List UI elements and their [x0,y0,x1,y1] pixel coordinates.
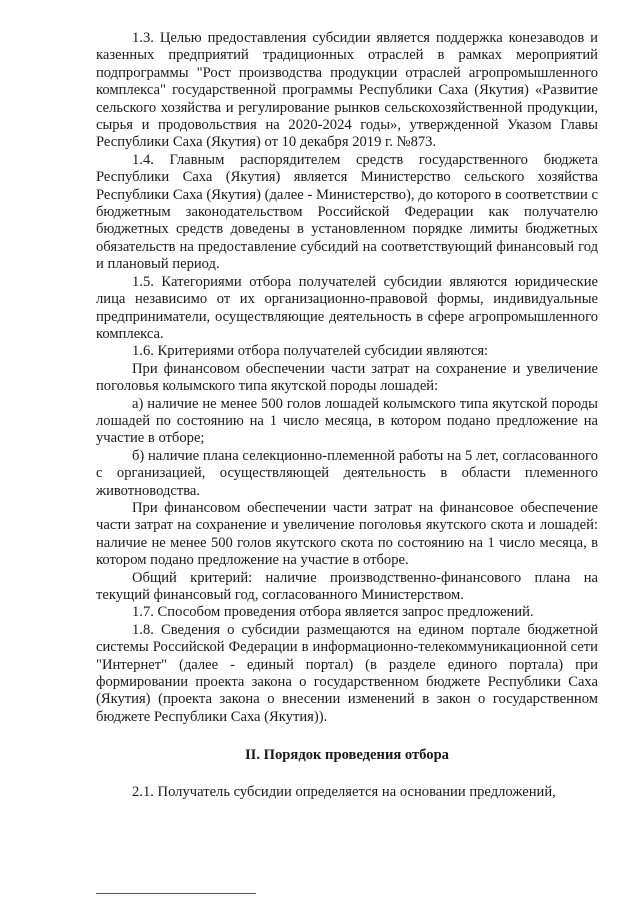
paragraph-1-5: 1.5. Категориями отбора получателей субсидии являются юридические лица независимо от их организационно-правовой формы, индивидуальные предприниматели, осуществляющие деятельность в сфере агропромышленного комплекса. [96,273,598,342]
paragraph-1-4: 1.4. Главным распорядителем средств государственного бюджета Республики Саха (Якутия) является Министерство сельского хозяйства Республики Саха (Якутия) (далее - Министерство), до которого в соответствии с бюджетным законодательством Российской Федерации как получателю бюджетных средств доведены в установленном порядке лимиты бюджетных обязательств на предоставление субсидий на соответствующий финансовый год и плановый период. [96,151,598,273]
paragraph-criterion-a: а) наличие не менее 500 голов лошадей колымского типа якутской породы лошадей по состоянию на 1 число месяца, в котором подано предложение на участие в отборе; [96,395,598,447]
paragraph-1-3: 1.3. Целью предоставления субсидии является поддержка конезаводов и казенных предприятий традиционных отраслей в рамках мероприятий подпрограммы "Рост производства продукции отраслей агропромышленного комплекса" государственной программы Республики Саха (Якутия) «Развитие сельского хозяйства и регулирование рынков сельскохозяйственной продукции, сырья и продовольствия на 2020-2024 годы», утвержденной Указом Главы Республики Саха (Якутия) от 10 декабря 2019 г. №873. [96,30,598,151]
paragraph-yakut-cattle: При финансовом обеспечении части затрат на финансовое обеспечение части затрат на сохранение и увеличение поголовья якутского скота и лошадей: наличие не менее 500 голов якутского скота по состоянию на 1 число месяца, в котором подано предложение на участие в отборе. [96,499,598,569]
paragraph-kolyma-intro: При финансовом обеспечении части затрат на сохранение и увеличение поголовья колымского типа якутской породы лошадей: [96,360,598,395]
paragraph-1-8: 1.8. Сведения о субсидии размещаются на едином портале бюджетной системы Российской Федерации в информационно-телекоммуникационной сети "Интернет" (далее - единый портал) (в разделе единого портала) при формировании проекта закона о государственном бюджете Республики Саха (Якутия) (проекта закона о внесении изменений в закон о государственном бюджете Республики Саха (Якутия)). [96,621,598,725]
document-body [96,30,598,802]
paragraph-1-6: 1.6. Критериями отбора получателей субсидии являются: [132,343,489,360]
section-heading: II. Порядок проведения отбора [245,747,449,764]
paragraph-2-1: 2.1. Получатель субсидии определяется на основании предложений, [132,784,556,801]
paragraph-criterion-b: б) наличие плана селекционно-племенной работы на 5 лет, согласованного с организацией, осуществляющей деятельность в области племенного животноводства. [96,447,598,499]
footnote-divider [96,893,256,894]
paragraph-general-criterion: Общий критерий: наличие производственно-финансового плана на текущий финансовый год, согласованного Министерством. [96,569,598,603]
paragraph-1-7: 1.7. Способом проведения отбора является запрос предложений. [132,604,534,621]
